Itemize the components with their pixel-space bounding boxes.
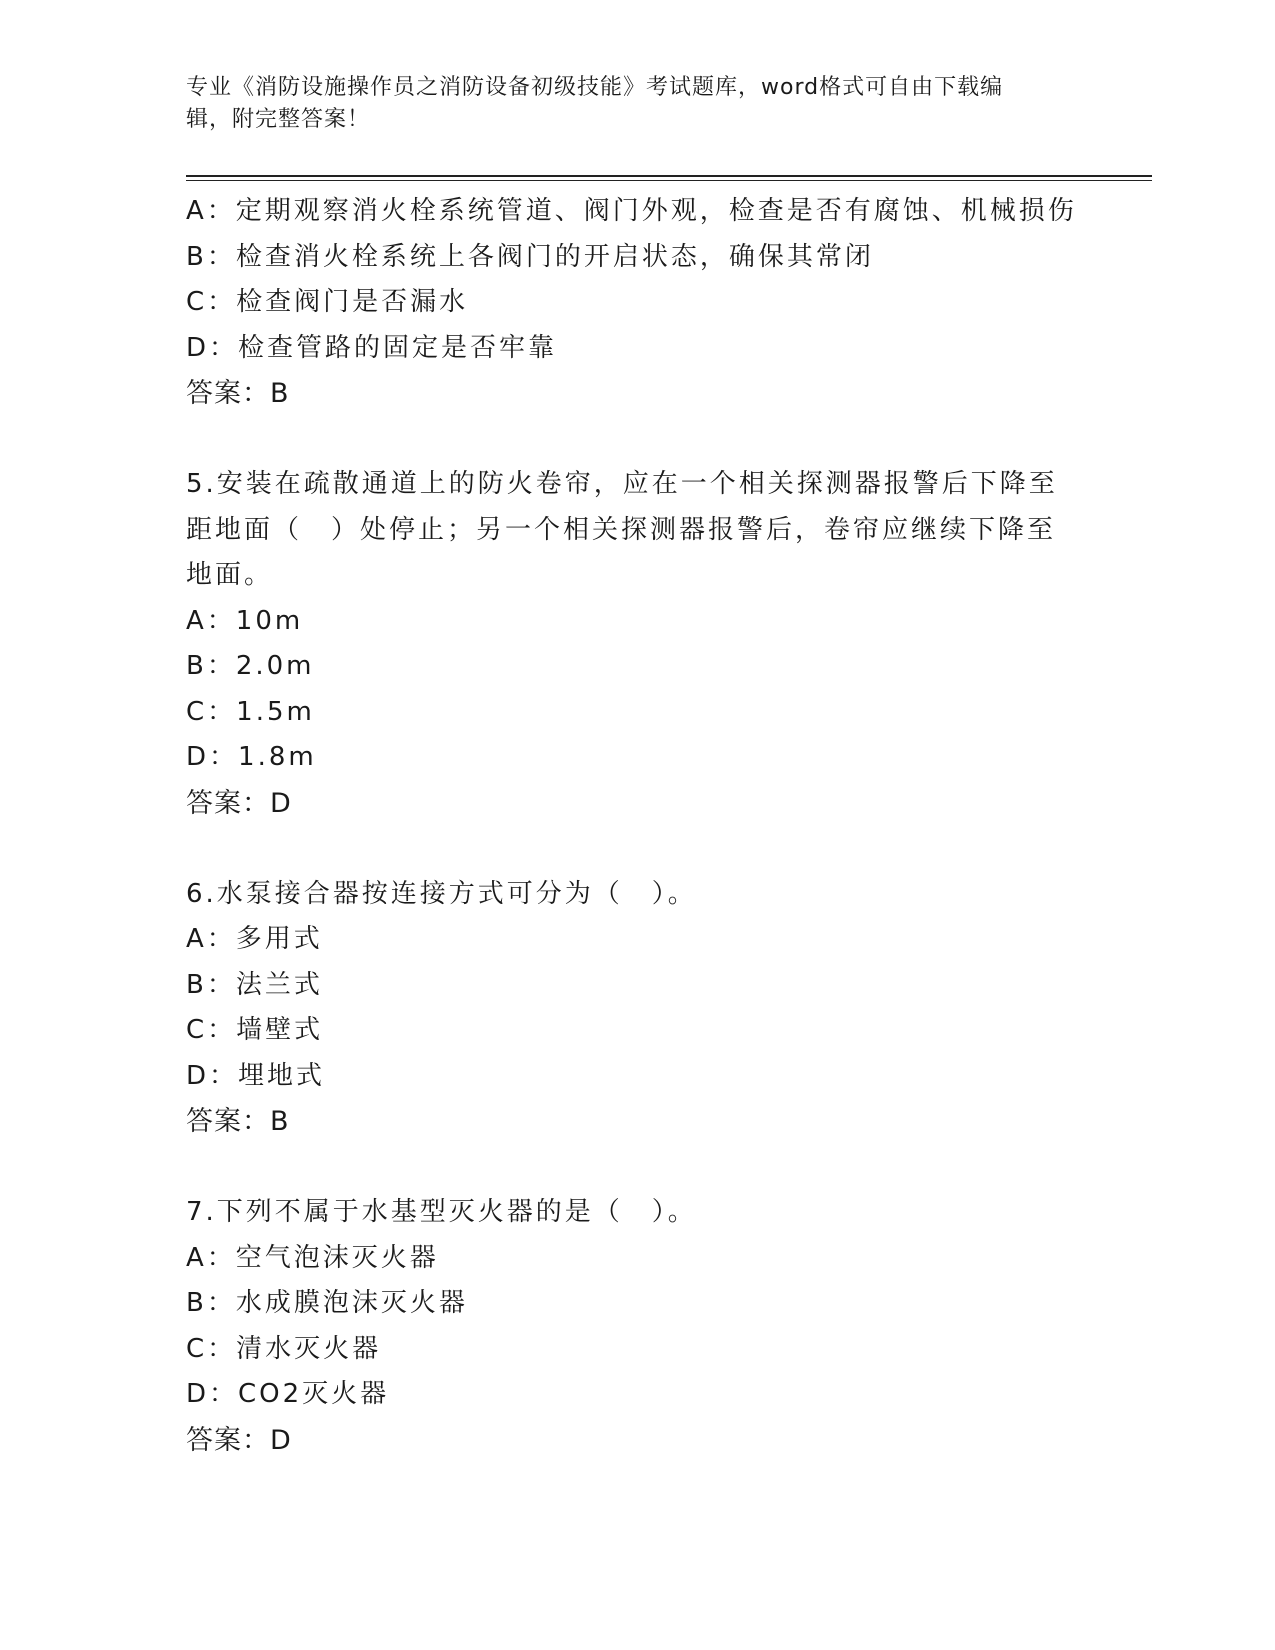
option-c: C：1.5m [186, 696, 315, 727]
option-d: D：埋地式 [186, 1060, 326, 1091]
option-a: A：10m [186, 605, 304, 636]
option-b: B：检查消火栓系统上各阀门的开启状态，确保其常闭 [186, 241, 874, 272]
question-5 [186, 462, 1086, 827]
option-b: B：水成膜泡沫灭火器 [186, 1288, 468, 1318]
question-6 [186, 872, 1086, 1146]
answer-line: 答案：B [186, 1106, 290, 1137]
answer-line: 答案：D [186, 1424, 292, 1456]
option-a: A：多用式 [186, 924, 323, 954]
question-stem: 7.下列不属于水基型灭火器的是（ ）。 [186, 1197, 697, 1227]
question-stem: 6.水泵接合器按连接方式可分为（ ）。 [186, 878, 697, 909]
header-divider-thin [186, 180, 1152, 181]
question-4 [186, 189, 1086, 417]
question-stem-line-3: 地面。 [186, 560, 274, 590]
question-list [186, 189, 1086, 1464]
answer-line: 答案：D [186, 787, 292, 819]
option-d: D：1.8m [186, 742, 317, 772]
question-stem-line-1: 5.安装在疏散通道上的防火卷帘，应在一个相关探测器报警后下降至 [186, 469, 1058, 499]
option-a: A：定期观察消火栓系统管道、阀门外观，检查是否有腐蚀、机械损伤 [186, 196, 1077, 226]
option-d: D：CO2灭火器 [186, 1379, 390, 1409]
option-b: B：法兰式 [186, 969, 323, 1000]
option-c: C：墙壁式 [186, 1015, 324, 1045]
header-line-1: 专业《消防设施操作员之消防设备初级技能》考试题库，word格式可自由下载编 [186, 75, 1004, 100]
option-c: C：检查阀门是否漏水 [186, 287, 469, 317]
option-a: A：空气泡沫灭火器 [186, 1242, 439, 1273]
question-stem-line-2: 距地面（ ）处停止；另一个相关探测器报警后，卷帘应继续下降至 [186, 514, 1057, 545]
header-divider-thick [186, 175, 1152, 177]
option-b: B：2.0m [186, 651, 315, 681]
option-d: D：检查管路的固定是否牢靠 [186, 332, 558, 363]
header-line-2: 辑，附完整答案！ [186, 107, 371, 132]
option-c: C：清水灭火器 [186, 1333, 382, 1364]
answer-line: 答案：B [186, 378, 290, 409]
question-7 [186, 1190, 1086, 1464]
document-header [186, 72, 1066, 136]
